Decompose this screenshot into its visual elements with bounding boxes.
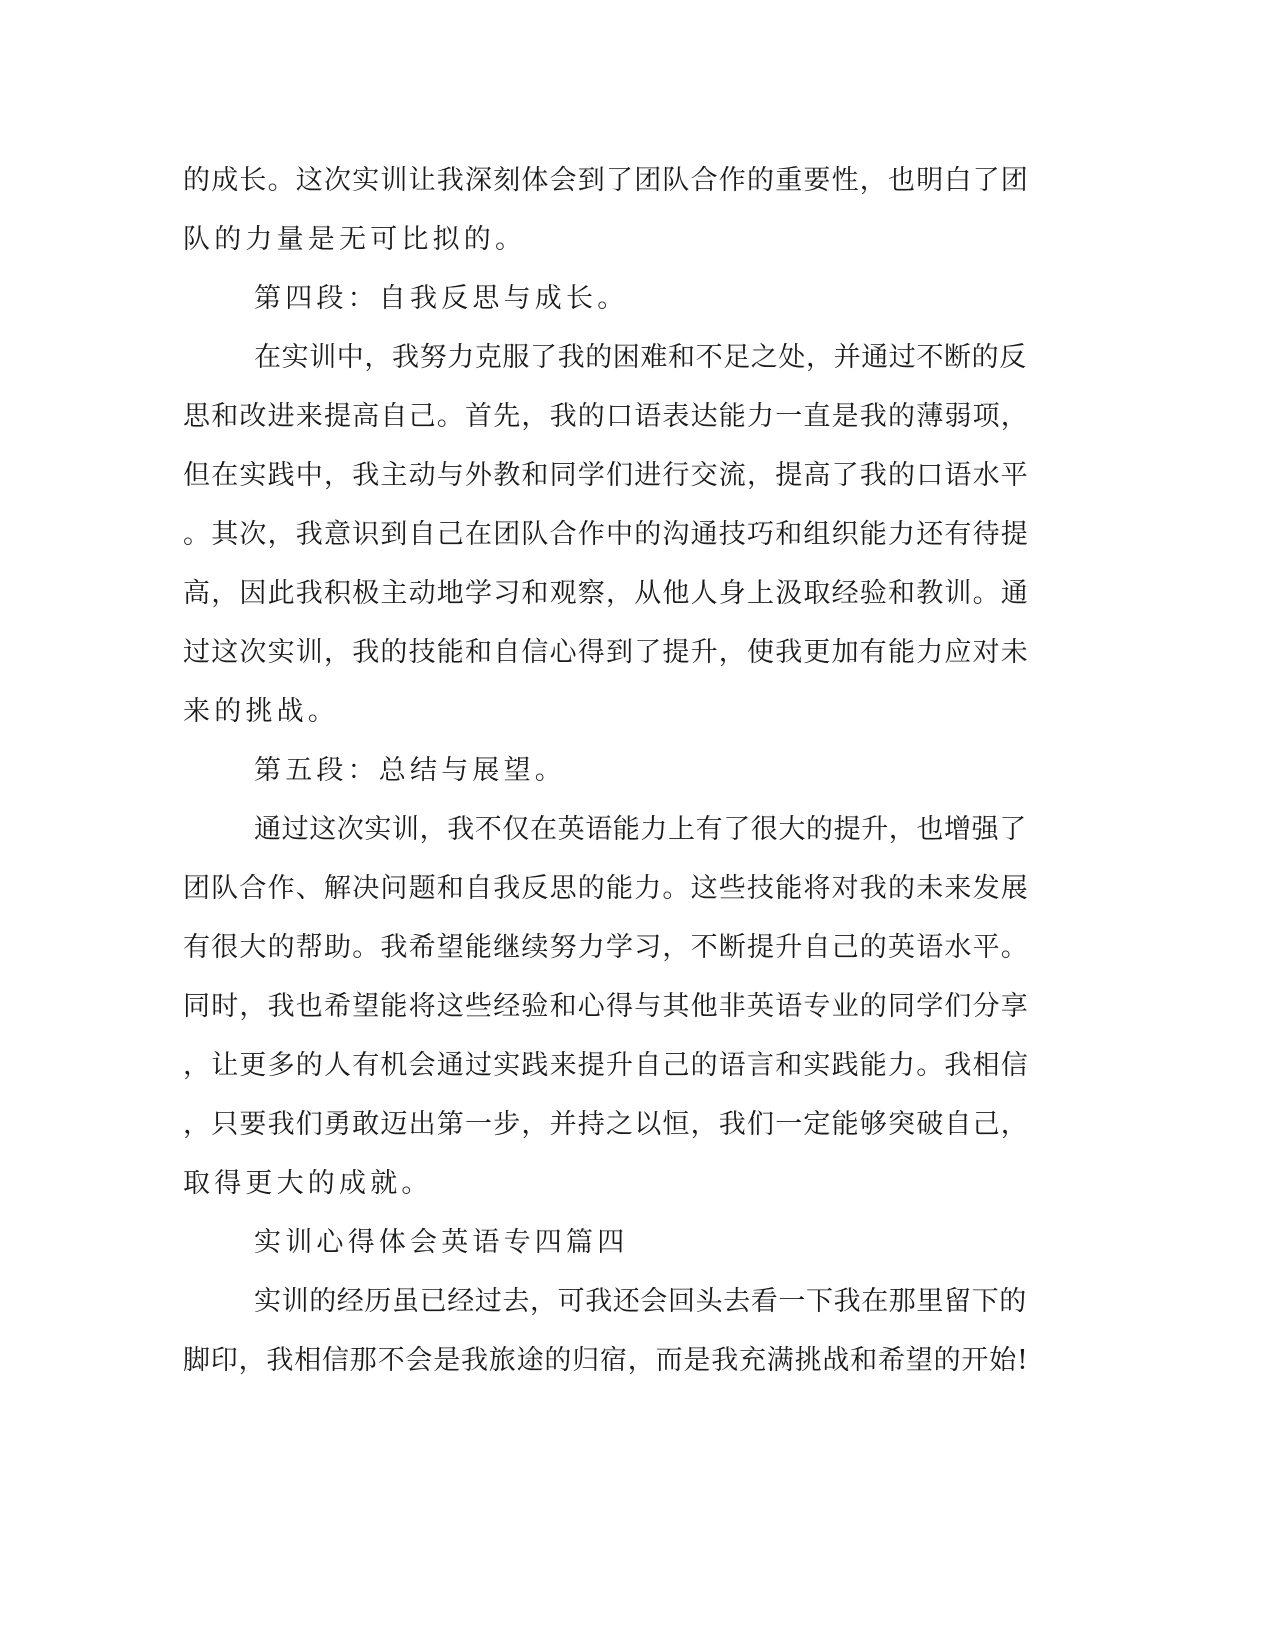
section-heading: 第四段：自我反思与成长。	[254, 283, 629, 314]
text-line: 脚印，我相信那不会是我旅途的归宿，而是我充满挑战和希望的开始!	[183, 1345, 1029, 1376]
text-line: 但在实践中，我主动与外教和同学们进行交流，提高了我的口语水平	[183, 460, 1029, 491]
text-line: 过这次实训，我的技能和自信心得到了提升，使我更加有能力应对未	[183, 637, 1029, 668]
text-line: 通过这次实训，我不仅在英语能力上有了很大的提升，也增强了	[254, 814, 1027, 845]
section-heading: 第五段：总结与展望。	[254, 755, 566, 786]
text-line: 在实训中，我努力克服了我的困难和不足之处，并通过不断的反	[254, 342, 1027, 373]
text-line: 有很大的帮助。我希望能继续努力学习，不断提升自己的英语水平。	[183, 932, 1029, 963]
text-line: 取得更大的成就。	[183, 1168, 433, 1199]
text-line: 实训的经历虽已经过去，可我还会回头去看一下我在那里留下的	[254, 1286, 1027, 1317]
text-line: ，让更多的人有机会通过实践来提升自己的语言和实践能力。我相信	[183, 1050, 1029, 1081]
text-line: 高，因此我积极主动地学习和观察，从他人身上汲取经验和教训。通	[183, 578, 1029, 609]
text-line: 思和改进来提高自己。首先，我的口语表达能力一直是我的薄弱项，	[183, 401, 1029, 432]
text-line: ，只要我们勇敢迈出第一步，并持之以恒，我们一定能够突破自己，	[183, 1109, 1029, 1140]
text-line: 。其次，我意识到自己在团队合作中的沟通技巧和组织能力还有待提	[183, 519, 1029, 550]
text-line: 的成长。这次实训让我深刻体会到了团队合作的重要性，也明白了团	[183, 165, 1029, 196]
article-title: 实训心得体会英语专四篇四	[254, 1227, 629, 1258]
text-line: 队的力量是无可比拟的。	[183, 224, 527, 255]
text-line: 团队合作、解决问题和自我反思的能力。这些技能将对我的未来发展	[183, 873, 1029, 904]
text-line: 来的挑战。	[183, 696, 339, 727]
text-line: 同时，我也希望能将这些经验和心得与其他非英语专业的同学们分享	[183, 991, 1029, 1022]
